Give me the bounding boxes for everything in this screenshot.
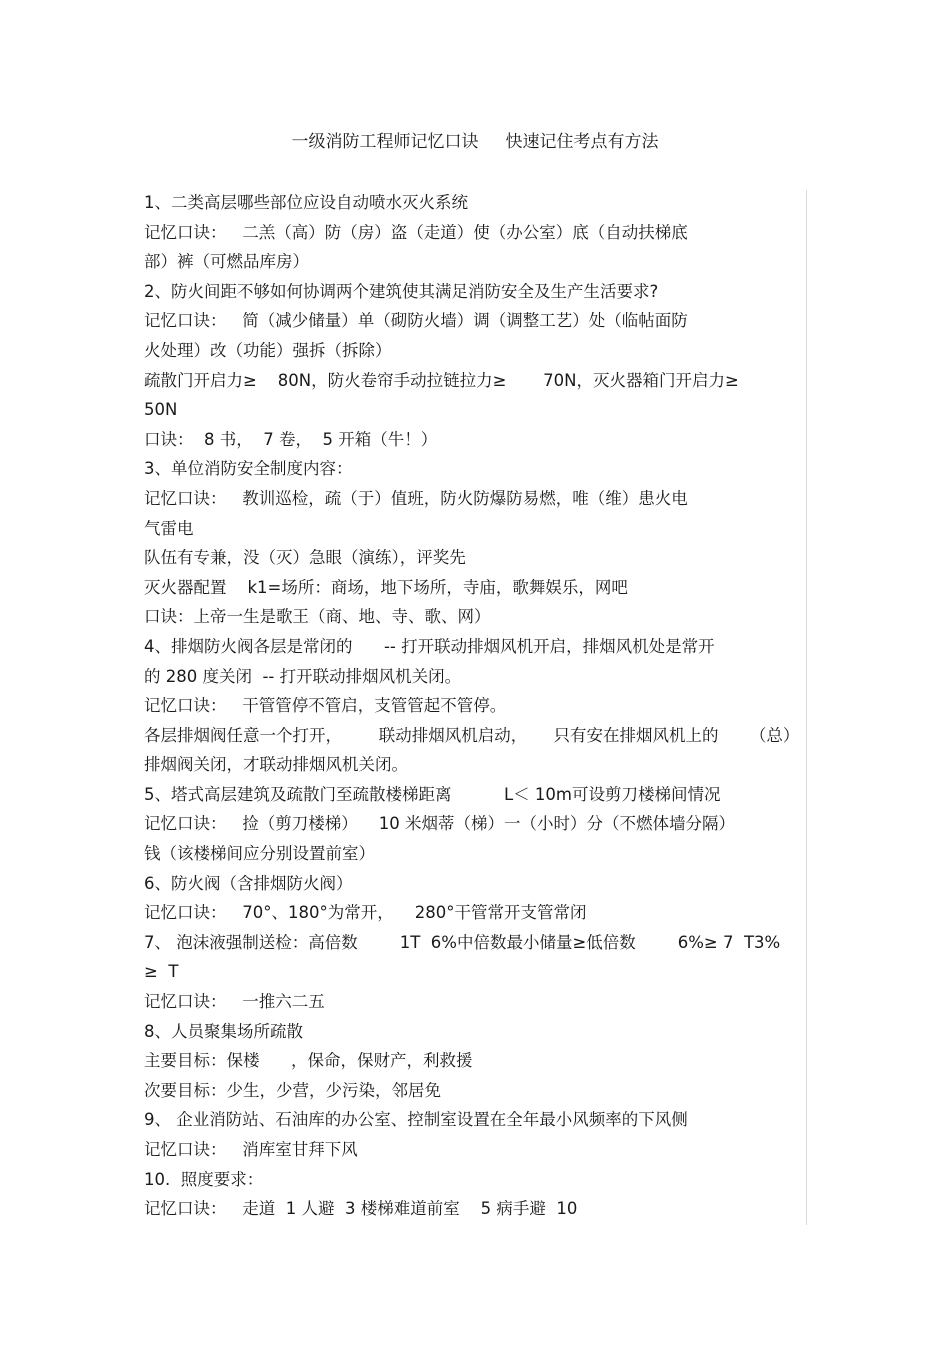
text-line: 排烟阀关闭，才联动排烟风机关闭。	[144, 755, 408, 775]
text-line: 气雷电	[144, 518, 194, 538]
text-line: 记忆口诀： 教训巡检，疏（于）值班，防火防爆防易燃，唯（维）患火电	[144, 488, 688, 508]
text-line: 记忆口诀： 二羔（高）防（房）盗（走道）使（办公室）底（自动扶梯底	[144, 222, 688, 242]
text-line: 3、单位消防安全制度内容：	[144, 459, 353, 479]
text-line: 的 280 度关闭 -- 打开联动排烟风机关闭。	[144, 666, 462, 686]
text-line: 口诀： 8 书， 7 卷， 5 开箱（牛！）	[144, 429, 438, 449]
text-line: 记忆口诀： 简（减少储量）单（砌防火墙）调（调整工艺）处（临帖面防	[144, 311, 688, 331]
text-line: 记忆口诀： 干管管停不管启，支管管起不管停。	[144, 696, 507, 716]
text-line: 口诀：上帝一生是歌王（商、地、寺、歌、网）	[144, 607, 491, 627]
document-body	[144, 188, 814, 1224]
text-line: 7、 泡沫液强制送检：高倍数 1T 6%中倍数最小储量≥低倍数 6%≥ 7 T3%	[144, 932, 781, 952]
text-line: 1、二类高层哪些部位应设自动喷水灭火系统	[144, 193, 468, 212]
text-line: 记忆口诀： 走道 1 人避 3 楼梯难道前室 5 病手避 10	[144, 1199, 578, 1219]
text-line: 9、 企业消防站、石油库的办公室、控制室设置在全年最小风频率的下风侧	[144, 1110, 688, 1130]
text-line: 记忆口诀： 消库室甘拜下风	[144, 1140, 358, 1159]
text-line: 8、人员聚集场所疏散	[144, 1021, 303, 1041]
text-line: 50N	[144, 400, 178, 420]
document-title: 一级消防工程师记忆口诀 快速记住考点有方法	[291, 132, 659, 152]
text-line: 各层排烟阀任意一个打开， 联动排烟风机启动， 只有安在排烟风机上的 （总）	[144, 725, 800, 745]
text-line: 4、排烟防火阀各层是常闭的 -- 打开联动排烟风机开启，排烟风机处是常开	[144, 636, 715, 656]
text-line: 主要目标：保楼 ，保命，保财产，利救援	[144, 1051, 473, 1071]
text-line: 6、防火阀（含排烟防火阀）	[144, 873, 353, 893]
text-line: 队伍有专兼，没（灭）急眼（演练），评奖先	[144, 548, 466, 568]
text-line: 次要目标：少生，少营，少污染，邻居免	[144, 1080, 441, 1100]
text-line: 记忆口诀： 捡（剪刀楼梯） 10 米烟蒂（梯）一（小时）分（不燃体墙分隔）	[144, 814, 735, 834]
text-line: 钱（该楼梯间应分别设置前室）	[144, 844, 375, 864]
text-line: 10. 照度要求：	[144, 1169, 264, 1189]
text-line: 5、塔式高层建筑及疏散门至疏散楼梯距离 L＜ 10m可设剪刀楼梯间情况	[144, 784, 721, 804]
text-line: 记忆口诀： 一推六二五	[144, 992, 325, 1012]
text-line: 疏散门开启力≥ 80N，防火卷帘手动拉链拉力≥ 70N，灭火器箱门开启力≥	[144, 370, 739, 390]
text-line: 2、防火间距不够如何协调两个建筑使其满足消防安全及生产生活要求?	[144, 281, 659, 301]
text-line: 部）裤（可燃品库房）	[144, 252, 309, 272]
text-line: 记忆口诀： 70°、180°为常开， 280°干管常开支管常闭	[144, 903, 587, 923]
text-line: ≥ T	[144, 962, 179, 982]
text-line: 灭火器配置 k1=场所：商场，地下场所，寺庙，歌舞娱乐，网吧	[144, 577, 628, 597]
text-line: 火处理）改（功能）强拆（拆除）	[144, 340, 392, 360]
